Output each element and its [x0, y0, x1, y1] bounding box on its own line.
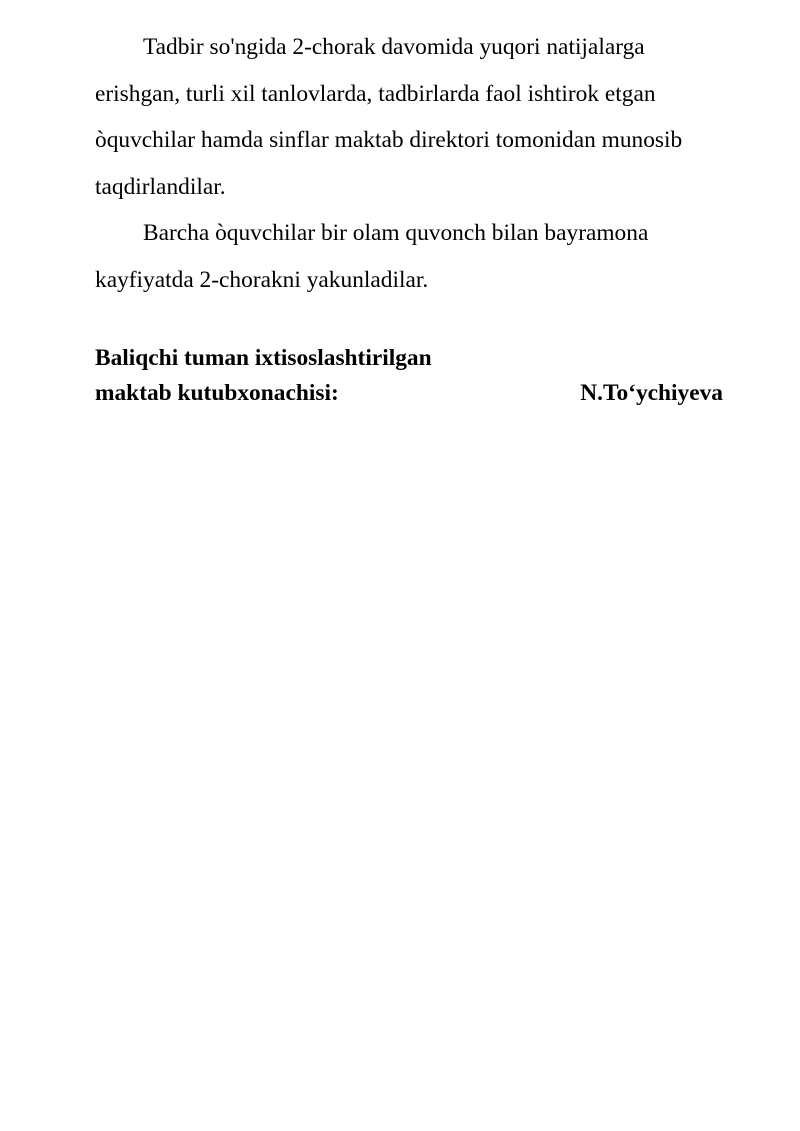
signature-org: Baliqchi tuman ixtisoslashtirilgan [95, 345, 432, 371]
body-text [95, 24, 775, 303]
signature-title-row [95, 376, 723, 411]
signature-name: N.To‘ychiyeva [580, 380, 723, 406]
paragraph-1-line-4: taqdirlandilar. [95, 173, 226, 200]
signature-org-row [95, 341, 723, 376]
paragraph-2-line-1: Barcha òquvchilar bir olam quvonch bilan bayramona [143, 220, 649, 246]
paragraph-2-line-2: kayfiyatda 2-chorakni yakunladilar. [95, 266, 429, 293]
signature-title: maktab kutubxonachisi: [95, 380, 339, 406]
signature-block [95, 341, 723, 411]
paragraph-1-line-3: òquvchilar hamda sinflar maktab direktori tomonidan munosib [95, 127, 683, 153]
paragraph-1-line-2: erishgan, turli xil tanlovlarda, tadbirlarda faol ishtirok etgan [95, 80, 656, 107]
paragraph-1-line-1: Tadbir so'ngida 2-chorak davomida yuqori natijalarga [143, 34, 645, 60]
